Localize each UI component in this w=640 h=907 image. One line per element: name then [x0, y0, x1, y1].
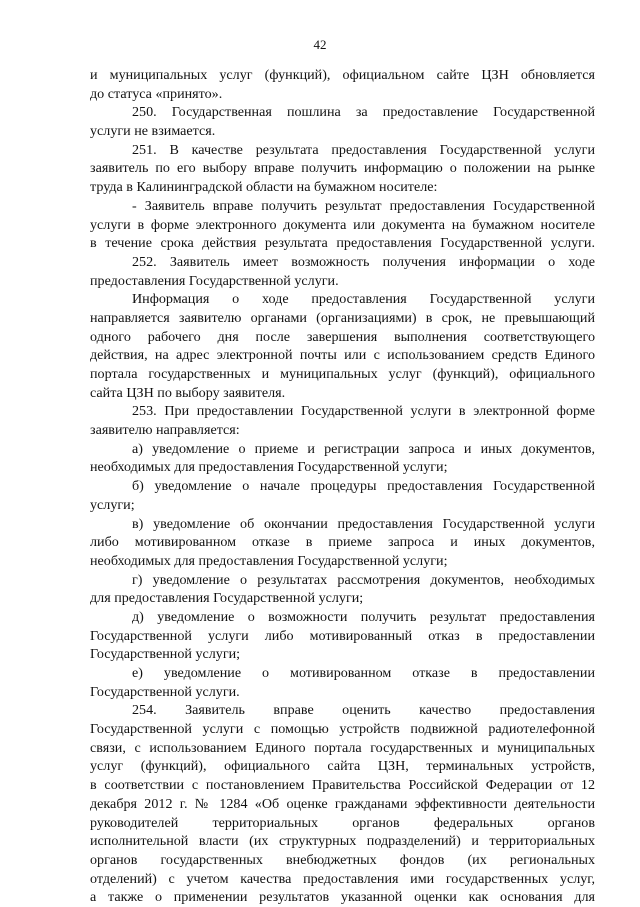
text-line: одного рабочего дня после завершения выполнения соответствующего	[90, 328, 595, 345]
text-line: портала государственных и муниципальных услуг (функций), официального	[90, 366, 595, 382]
text-line: отделений) с учетом качества предоставления ими государственных услуг,	[90, 870, 595, 887]
text-line: заявитель по его выбору вправе получить информацию о положении на рынке	[90, 160, 595, 177]
text-line: Государственной услуги с помощью устройств подвижной радиотелефонной	[90, 721, 595, 738]
text-line: заявителю направляется:	[90, 422, 240, 439]
text-line: труда в Калининградской области на бумажном носителе:	[90, 179, 438, 196]
text-line: б) уведомление о начале процедуры предоставления Государственной	[132, 478, 595, 495]
text-line: услуги в форме электронного документа или документа на бумажном носителе	[90, 216, 595, 233]
text-line: е) уведомление о мотивированном отказе в предоставлении	[132, 665, 595, 681]
text-line: необходимых для предоставления Государственной услуги;	[90, 552, 448, 569]
text-line: 250. Государственная пошлина за предоставление Государственной	[132, 104, 595, 121]
text-line: в течение срока действия результата предоставления Государственной услуги.	[90, 235, 595, 252]
text-line: и муниципальных услуг (функций), официальном сайте ЦЗН обновляется	[90, 67, 595, 83]
text-line: исполнительной власти (их структурных подразделений) и территориальных	[90, 833, 595, 850]
page-number: 42	[313, 37, 327, 52]
text-line: Информация о ходе предоставления Государственной услуги	[132, 291, 595, 308]
text-line: в соответствии с постановлением Правительства Российской Федерации от 12	[90, 777, 595, 794]
text-line: действия, на адрес электронной почты или с использованием средств Единого	[90, 347, 595, 364]
text-line: органов государственных внебюджетных фондов (их региональных	[90, 851, 595, 868]
text-line: 252. Заявитель имеет возможность получения информации о ходе	[132, 253, 595, 270]
text-line: 251. В качестве результата предоставления Государственной услуги	[132, 141, 595, 158]
text-line: для предоставления Государственной услуги;	[90, 590, 364, 607]
text-line: в) уведомление об окончании предоставления Государственной услуги	[132, 515, 595, 532]
text-line: услуги не взимается.	[90, 123, 216, 140]
text-line: г) уведомление о результатах рассмотрения документов, необходимых	[132, 571, 595, 588]
text-line: предоставления Государственной услуги.	[90, 272, 339, 289]
text-line: услуг (функций), официального сайта ЦЗН, терминальных устройств,	[90, 758, 595, 775]
text-line: руководителей территориальных органов федеральных органов	[90, 814, 595, 831]
text-line: либо мотивированном отказе в приеме запроса и иных документов,	[90, 534, 595, 551]
text-line: необходимых для предоставления Государственной услуги;	[90, 459, 448, 476]
text-line: а также о применении результатов указанной оценки как основания для	[90, 889, 595, 906]
text-line: Государственной услуги либо мотивированный отказ в предоставлении	[90, 627, 595, 644]
text-line: связи, с использованием Единого портала государственных и муниципальных	[90, 739, 595, 756]
text-line: Государственной услуги;	[90, 646, 241, 663]
text-line: сайта ЦЗН по выбору заявителя.	[90, 384, 286, 401]
text-line: 253. При предоставлении Государственной услуги в электронной форме	[132, 403, 595, 420]
text-line: направляется заявителю органами (организациями) в срок, не превышающий	[90, 309, 595, 326]
text-line: декабря 2012 г. № 1284 «Об оценке гражданами эффективности деятельности	[90, 795, 595, 812]
text-line: - Заявитель вправе получить результат предоставления Государственной	[132, 197, 595, 214]
text-line: Государственной услуги.	[90, 683, 240, 700]
body-text	[90, 66, 595, 907]
text-line: 254. Заявитель вправе оценить качество предоставления	[132, 702, 595, 719]
text-line: д) уведомление о возможности получить результат предоставления	[132, 608, 595, 625]
text-line: услуги;	[90, 496, 135, 513]
text-line: до статуса «принято».	[90, 85, 223, 102]
text-line: а) уведомление о приеме и регистрации запроса и иных документов,	[132, 440, 595, 457]
